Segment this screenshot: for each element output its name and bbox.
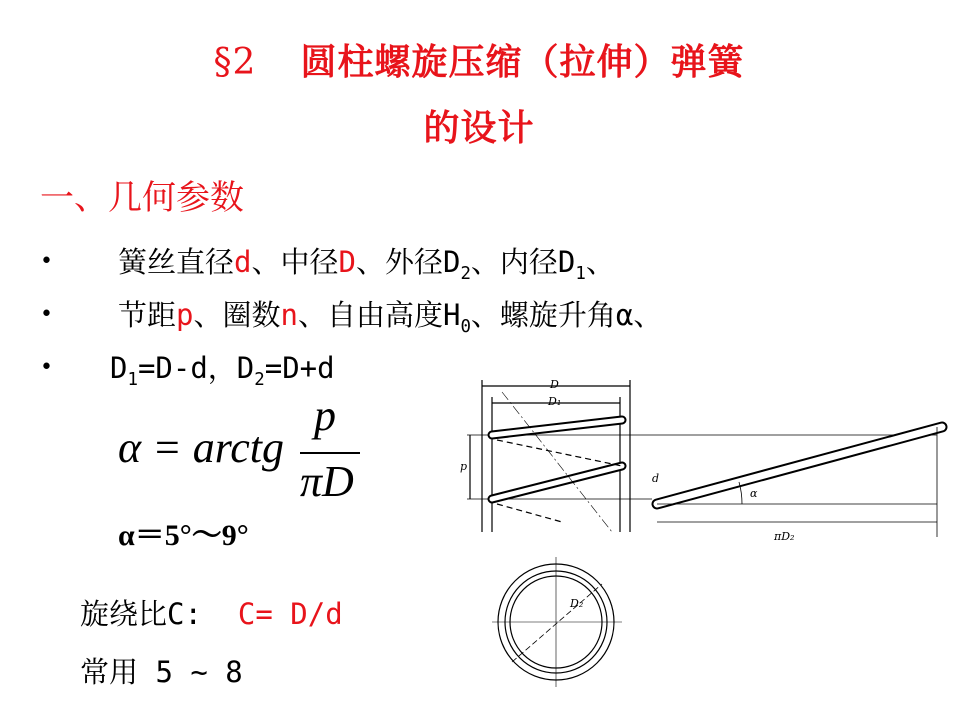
bullet-2-part: 、自由高度H — [297, 298, 461, 332]
spring-index-line — [80, 592, 343, 633]
bullet-1-part: 簧丝直径 — [118, 245, 235, 279]
coil-back-1 — [497, 440, 622, 466]
label-d: d — [652, 472, 660, 485]
formula-denominator: πD — [300, 457, 354, 506]
label-D1: D₁ — [548, 395, 562, 408]
label-alpha: α — [750, 487, 758, 500]
D2-diameter — [512, 584, 602, 662]
slide-title-line1 — [0, 34, 958, 85]
section-heading: 一、几何参数 — [40, 178, 244, 218]
bullet-1-part: D — [338, 245, 356, 279]
coil-back-2 — [497, 504, 562, 522]
bullet-1-part: 2 — [460, 263, 471, 284]
formula-numerator: p — [314, 391, 336, 440]
bullet-3-dot: • — [40, 355, 53, 380]
bullet-2-text — [118, 293, 662, 337]
bullet-1-text — [118, 240, 615, 284]
title-text: 圆柱螺旋压缩（拉伸）弹簧 — [300, 42, 745, 83]
helix-angle-range: α＝5°～9° — [118, 519, 249, 552]
bullet-2-dot: • — [40, 302, 53, 327]
bullet-1-part: d — [234, 245, 252, 279]
bullet-2-part: n — [280, 298, 298, 332]
bullet-1-part: 、内径D — [470, 245, 576, 279]
bullet-2-part: 0 — [460, 316, 471, 337]
bullet-2-part: 节距 — [118, 298, 177, 332]
label-p: p — [460, 460, 468, 473]
bullet-3-part: 2 — [254, 369, 265, 390]
bullet-1-part: 、中径 — [251, 245, 339, 279]
bullet-3-text — [110, 346, 335, 390]
spring-geometry-diagram — [452, 372, 952, 712]
bullet-3-part: =D+d — [264, 351, 335, 385]
formula-fraction-bar — [300, 452, 360, 454]
bullet-2-part: 、螺旋升角α、 — [470, 298, 663, 332]
section-number: §2 — [213, 42, 257, 83]
label-piD2: πD₂ — [774, 530, 795, 543]
bullet-1-part: 、外径D — [355, 245, 461, 279]
bullet-1-dot: • — [40, 249, 53, 274]
bullet-2-part: 、圈数 — [193, 298, 281, 332]
bullet-3-part: =D-d，D — [137, 351, 255, 385]
label-D2: D₂ — [570, 597, 584, 610]
bullet-1-part: 1 — [575, 263, 586, 284]
bullet-3-part: D — [110, 351, 128, 385]
bullet-3-part: 1 — [127, 369, 138, 390]
spring-index-formula: C= D/d — [237, 597, 343, 631]
bullet-1-part: 、 — [585, 245, 615, 279]
formula-lhs: α = arctg — [118, 423, 285, 472]
axis-line — [502, 392, 612, 532]
common-range: 常用 5 ~ 8 — [80, 655, 243, 689]
label-D: D — [550, 378, 559, 391]
spring-index-label: 旋绕比C: — [80, 597, 202, 631]
bullet-2-part: p — [176, 298, 194, 332]
slide-title-line2: 的设计 — [423, 108, 535, 149]
